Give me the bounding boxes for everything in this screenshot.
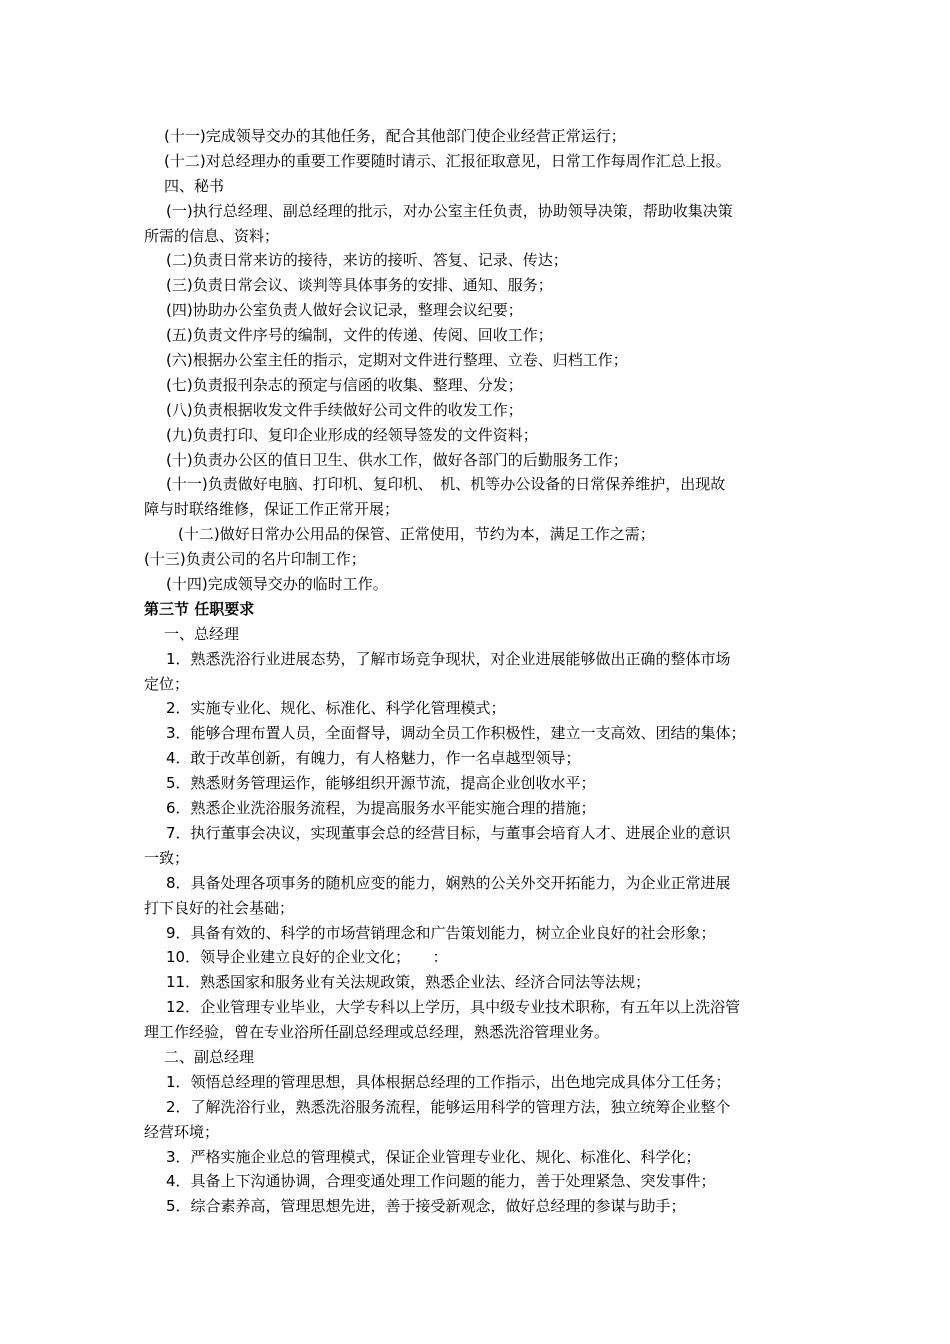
gm-requirement-12-cont: 理工作经验，曾在专业浴所任副总经理或总经理，熟悉洗浴管理业务。 [144,1023,610,1042]
secretary-duty-10: (十)负责办公区的值日卫生、供水工作，做好各部门的后勤服务工作； [166,450,628,469]
gm-requirement-1: 1．熟悉洗浴行业进展态势，了解市场竞争现状，对企业进展能够做出正确的整体市场 [166,649,731,668]
deputy-requirement-2-cont: 经营环境； [144,1122,220,1141]
secretary-duty-6: (六)根据办公室主任的指示，定期对文件进行整理、立卷、归档工作； [166,351,628,370]
gm-requirement-4: 4．敢于改革创新，有魄力，有人格魅力，作一名卓越型领导； [166,749,581,768]
gm-requirement-2: 2．实施专业化、规化、标准化、科学化管理模式； [166,699,506,718]
deputy-requirement-2: 2．了解洗浴行业，熟悉洗浴服务流程，能够运用科学的管理方法，独立统筹企业整个 [166,1097,731,1116]
gm-requirement-11: 11．熟悉国家和服务业有关法规政策，熟悉企业法、经济合同法等法规； [166,973,651,992]
gm-requirement-5: 5．熟悉财务管理运作，能够组织开源节流，提高企业创收水平； [166,774,596,793]
secretary-duty-13: (十三)负责公司的名片印制工作； [144,550,366,569]
secretary-duty-3: (三)负责日常会议、谈判等具体事务的安排、通知、服务； [166,276,553,295]
secretary-duty-7: (七)负责报刊杂志的预定与信函的收集、整理、分发； [166,375,523,394]
secretary-heading: 四、秘书 [164,176,225,195]
secretary-duty-14: (十四)完成领导交办的临时工作。 [166,575,388,594]
secretary-duty-1: (一)执行总经理、副总经理的批示，对办公室主任负责，协助领导决策，帮助收集决策 [166,201,733,220]
gm-requirement-9: 9．具备有效的、科学的市场营销理念和广告策划能力，树立企业良好的社会形象； [166,923,716,942]
secretary-duty-12: (十二)做好日常办公用品的保管、正常使用，节约为本，满足工作之需； [178,525,655,544]
secretary-duty-2: (二)负责日常来访的接待，来访的接听、答复、记录、传达； [166,251,568,270]
gm-requirement-6: 6．熟悉企业洗浴服务流程，为提高服务水平能实施合理的措施； [166,799,596,818]
gm-requirement-8: 8．具备处理各项事务的随机应变的能力，娴熟的公关外交开拓能力，为企业正常进展 [166,873,731,892]
secretary-duty-11-cont: 障与时联络维修，保证工作正常开展； [144,500,400,519]
document-body [144,124,814,1219]
secretary-duty-4: (四)协助办公室负责人做好会议记录，整理会议纪要； [166,301,523,320]
office-duty-12: (十二)对总经理办的重要工作要随时请示、汇报征取意见，日常工作每周作汇总上报。 [164,151,731,170]
secretary-duty-1-cont: 所需的信息、资料； [144,226,280,245]
office-duty-11: (十一)完成领导交办的其他任务，配合其他部门使企业经营正常运行； [164,127,626,145]
gm-requirement-12: 12．企业管理专业毕业，大学专科以上学历，具中级专业技术职称，有五年以上洗浴管 [166,998,741,1017]
gm-requirement-10: 10．领导企业建立良好的企业文化； ： [166,948,448,967]
deputy-requirement-1: 1．领悟总经理的管理思想，具体根据总经理的工作指示，出色地完成具体分工任务； [166,1072,731,1091]
secretary-duty-11: (十一)负责做好电脑、打印机、复印机、 机、机等办公设备的日常保养维护，出现故 [166,475,726,494]
gm-requirement-3: 3．能够合理布置人员，全面督导，调动全员工作积极性，建立一支高效、团结的集体； [166,724,746,743]
gm-heading: 一、总经理 [164,624,240,643]
gm-requirement-7: 7．执行董事会决议，实现董事会总的经营目标，与董事会培育人才、进展企业的意识 [166,823,731,842]
secretary-duty-5: (五)负责文件序号的编制，文件的传递、传阅、回收工作； [166,326,553,345]
deputy-requirement-3: 3．严格实施企业总的管理模式，保证企业管理专业化、规化、标准化、科学化； [166,1147,701,1166]
deputy-gm-heading: 二、副总经理 [164,1047,255,1066]
gm-requirement-8-cont: 打下良好的社会基础； [144,898,295,917]
section-title: 第三节 任职要求 [144,599,255,618]
secretary-duty-8: (八)负责根据收发文件手续做好公司文件的收发工作； [166,400,523,419]
secretary-duty-9: (九)负责打印、复印企业形成的经领导签发的文件资料； [166,425,538,444]
deputy-requirement-5: 5．综合素养高，管理思想先进，善于接受新观念，做好总经理的参谋与助手； [166,1197,686,1216]
deputy-requirement-4: 4．具备上下沟通协调，合理变通处理工作问题的能力，善于处理紧急、突发事件； [166,1172,716,1191]
gm-requirement-1-cont: 定位； [144,674,190,693]
gm-requirement-7-cont: 一致； [144,848,190,867]
